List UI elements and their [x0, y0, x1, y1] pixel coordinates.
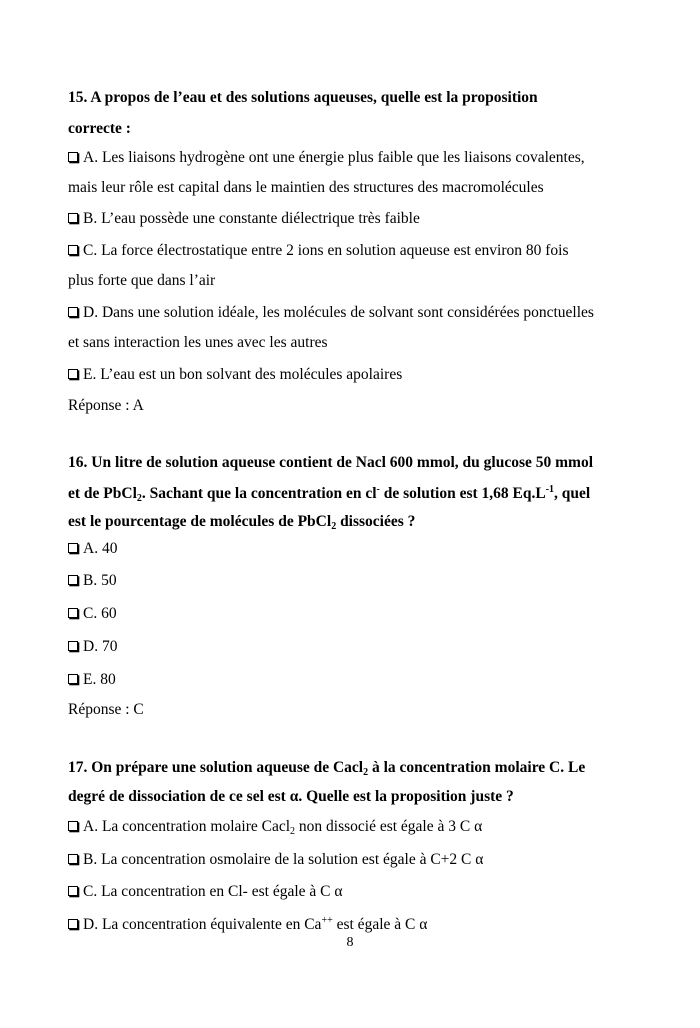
q15-option-c-line2: plus forte que dans l’air: [68, 272, 216, 289]
q15-option-b: [68, 209, 420, 229]
q16-option-d: [68, 637, 117, 657]
checkbox-icon[interactable]: [68, 919, 78, 929]
q16-answer: Réponse : C: [68, 701, 144, 718]
checkbox-icon[interactable]: [68, 886, 78, 896]
q16-text: de solution est 1,68 Eq.L: [379, 485, 546, 502]
q16-text: et de PbCl: [68, 485, 137, 502]
q16-subscript: 2: [136, 493, 142, 504]
q16-title-line1: 16. Un litre de solution aqueuse contient de Nacl 600 mmol, du glucose 50 mmol: [68, 454, 593, 471]
q16-subscript: 2: [331, 521, 337, 532]
q17-text: 17. On prépare une solution aqueuse de Cacl: [68, 759, 364, 776]
checkbox-icon[interactable]: [68, 854, 78, 864]
page-number: 8: [346, 935, 354, 950]
q17-option-a-text: A. La concentration molaire Cacl: [83, 818, 291, 835]
q15-title-line2: correcte :: [68, 120, 131, 137]
q17-option-d-text-end: est égale à C α: [332, 916, 428, 933]
q16-text: est le pourcentage de molécules de PbCl: [68, 513, 332, 530]
q15-option-e: [68, 365, 402, 385]
q17-subscript: 2: [363, 767, 369, 778]
q15-option-d-line2: et sans interaction les unes avec les autres: [68, 334, 328, 351]
q15-option-a-line2: mais leur rôle est capital dans le maintien des structures des macromolécules: [68, 179, 544, 196]
q16-option-a-text: A. 40: [83, 540, 118, 557]
q16-option-c: [68, 604, 117, 624]
q15-option-d-text: D. Dans une solution idéale, les molécules de solvant sont considérées ponctuelles: [83, 304, 594, 321]
checkbox-icon[interactable]: [68, 641, 78, 651]
q17-option-c: [68, 882, 342, 902]
q17-subscript: 2: [290, 826, 296, 837]
q16-title-line2: [68, 484, 590, 504]
q15-option-c-text: C. La force électrostatique entre 2 ions en solution aqueuse est environ 80 fois: [83, 242, 569, 259]
q16-option-c-text: C. 60: [83, 605, 117, 622]
q16-option-b-text: B. 50: [83, 572, 117, 589]
checkbox-icon[interactable]: [68, 608, 78, 618]
q15-option-b-text: B. L’eau possède une constante diélectrique très faible: [83, 210, 420, 227]
q15-answer: Réponse : A: [68, 397, 144, 414]
q16-text: . Sachant que la concentration en cl: [141, 485, 377, 502]
q17-option-a: [68, 817, 482, 837]
q17-option-d-text: D. La concentration équivalente en Ca: [83, 916, 322, 933]
checkbox-icon[interactable]: [68, 821, 78, 831]
q17-title-line2: degré de dissociation de ce sel est α. Quelle est la proposition juste ?: [68, 788, 514, 805]
checkbox-icon[interactable]: [68, 575, 78, 585]
q15-title-line1: 15. A propos de l’eau et des solutions aqueuses, quelle est la proposition: [68, 89, 538, 106]
q16-option-a: [68, 539, 117, 559]
q17-title-line1: [68, 758, 585, 778]
q17-text: à la concentration molaire C. Le: [368, 759, 586, 776]
q16-option-b: [68, 571, 117, 591]
checkbox-icon[interactable]: [68, 307, 78, 317]
q17-option-b-text: B. La concentration osmolaire de la solution est égale à C+2 C α: [83, 851, 484, 868]
q16-title-line3: [68, 512, 415, 532]
q17-option-a-text-end: non dissocié est égale à 3 C α: [295, 818, 483, 835]
q16-text: dissociées ?: [336, 513, 416, 530]
q15-option-a: [68, 148, 585, 168]
q17-option-d: [68, 915, 427, 935]
checkbox-icon[interactable]: [68, 543, 78, 553]
q16-text: , quel: [554, 485, 591, 502]
q15-option-d: [68, 303, 594, 323]
q16-superscript: -1: [545, 484, 555, 495]
q15-option-a-text: A. Les liaisons hydrogène ont une énergie plus faible que les liaisons covalentes,: [83, 149, 585, 166]
checkbox-icon[interactable]: [68, 213, 78, 223]
checkbox-icon[interactable]: [68, 245, 78, 255]
q17-option-b: [68, 850, 483, 870]
q15-option-c: [68, 241, 569, 261]
q17-superscript: ++: [321, 915, 333, 926]
checkbox-icon[interactable]: [68, 674, 78, 684]
q17-option-c-text: C. La concentration en Cl- est égale à C α: [83, 883, 343, 900]
q16-option-e: [68, 670, 116, 690]
q16-option-e-text: E. 80: [83, 671, 116, 688]
q16-superscript: -: [376, 484, 380, 495]
q15-option-e-text: E. L’eau est un bon solvant des molécules apolaires: [83, 366, 403, 383]
q16-option-d-text: D. 70: [83, 638, 118, 655]
checkbox-icon[interactable]: [68, 369, 78, 379]
checkbox-icon[interactable]: [68, 152, 78, 162]
